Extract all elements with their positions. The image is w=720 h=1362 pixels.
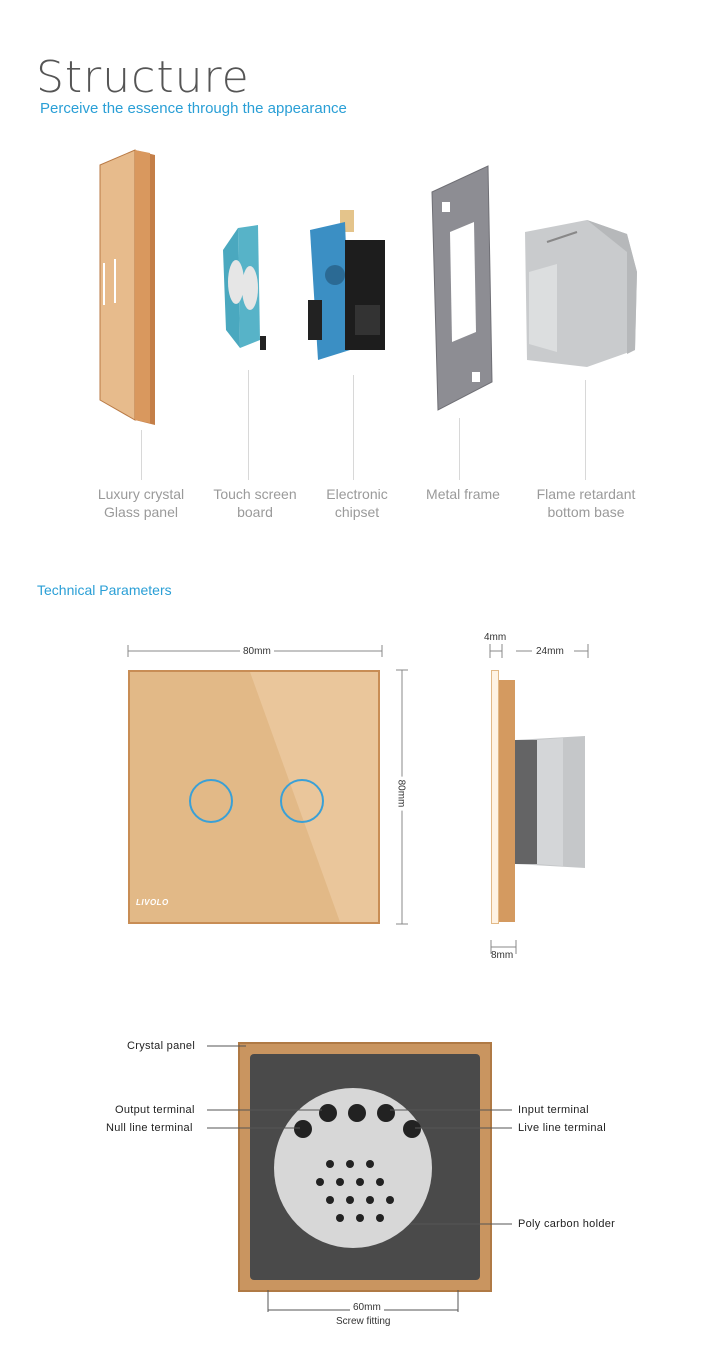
body-depth-label: 24mm [536,646,564,657]
component-label-chipset: Electronic chipset [326,486,388,520]
screw-size-label: 60mm [350,1302,384,1313]
component-label-touch: Touch screen board [213,486,297,520]
brand-logo: LIVOLO [136,898,169,907]
callout-crystal-panel: Crystal panel [127,1040,196,1052]
component-label-glass: Luxury crystal Glass panel [97,486,185,520]
panel-depth-label: 8mm [491,950,514,961]
component-label-frame: Metal frame [426,486,500,502]
callout-input-terminal: Input terminal [518,1104,589,1116]
callout-output-terminal: Output terminal [115,1104,195,1116]
callout-null-terminal: Null line terminal [106,1122,193,1134]
technical-title: Technical Parameters [37,582,172,598]
glass-thickness-label: 4mm [484,632,507,643]
callout-holder: Poly carbon holder [518,1218,616,1230]
component-label-base: Flame retardant bottom base [536,486,636,520]
page-title: Structure [36,52,250,103]
page-subtitle: Perceive the essence through the appearance [40,100,347,117]
height-label: 80mm [395,777,406,811]
screw-fitting-label: Screw fitting [336,1316,391,1327]
width-label: 80mm [240,646,274,657]
callout-live-terminal: Live line terminal [518,1122,606,1134]
